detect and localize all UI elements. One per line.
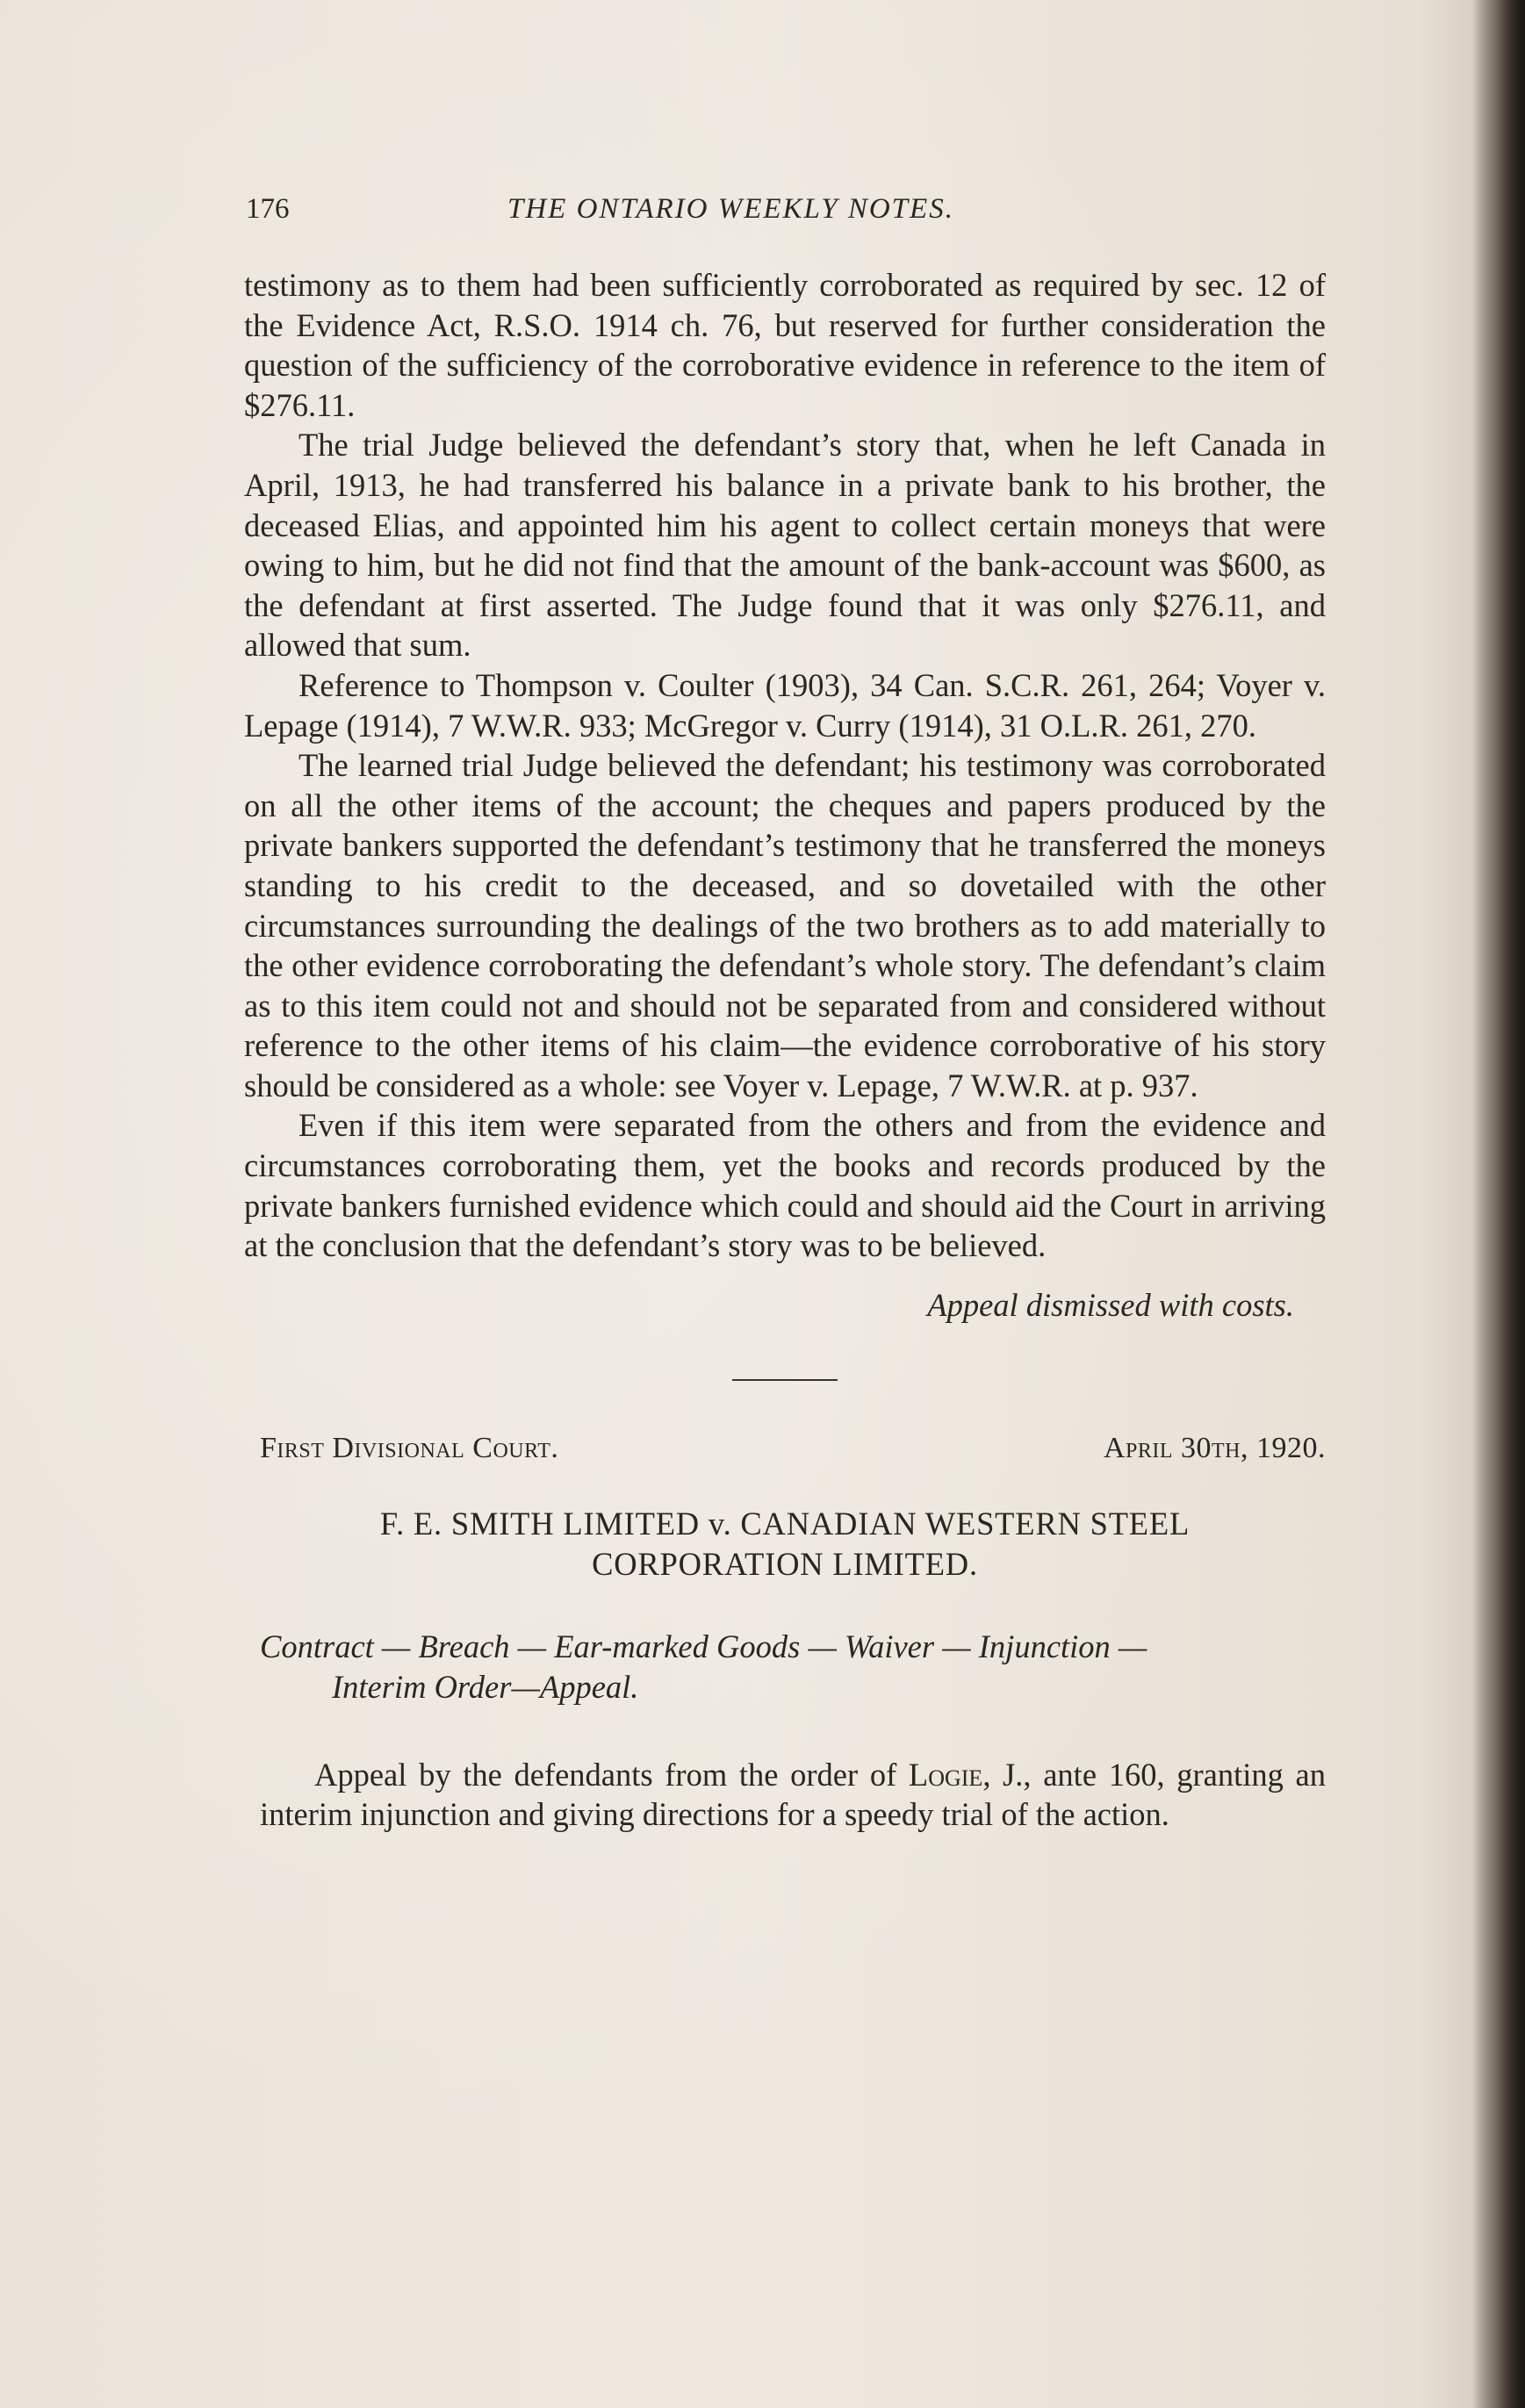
case-title-line-1: F. E. SMITH LIMITED v. CANADIAN WESTERN STEEL [379,1506,1191,1542]
paragraph-references: Reference to Thompson v. Coulter (1903), 34 Can. S.C.R. 261, 264; Voyer v. Lepage (1914), 7 W.W.R. 933; McGregor v. Curry (1914), 31 O.L.R. 261, 270. [244,666,1326,744]
court-date: April 30th, 1920. [1103,1432,1326,1465]
binding-gutter-shadow [1472,0,1525,2408]
section-divider [732,1379,838,1381]
appeal-text-before-judge: Appeal by the defendants from the order of [314,1756,897,1793]
disposition: Appeal dismissed with costs. [927,1286,1294,1323]
paragraph-even-if: Even if this item were separated from the others and from the evidence and circumstances corroborating them, yet the books and records produced by the private bankers furnished evidence which could and should aid the Court in arriving at the conclusion that the defendant’s story was to be believed. [244,1107,1326,1264]
headnote-line-2: Interim Order—Appeal. [332,1669,639,1706]
court-line [244,1432,1326,1474]
case-title-line-2: CORPORATION LIMITED. [592,1546,978,1583]
headnote [244,1627,1326,1707]
appeal-paragraph [244,1755,1326,1835]
judge-name: Logie [908,1756,983,1793]
page-number: 176 [246,193,290,225]
running-head [244,193,1326,235]
appeal-text-after-judge: , J., ante 160, granting an interim injunction and giving directions for a speedy trial of the action. [260,1756,1326,1833]
paragraph-trial-judge: The trial Judge believed the defendant’s story that, when he left Canada in April, 1913, he had transferred his balance in a private bank to his brother, the deceased Elias, and appointed him his agent to collect certain moneys that were owing to him, but he did not find that the amount of the bank-account was $600, as the defendant at first asserted. The Judge found that it was only $276.11, and allowed that sum. [244,427,1326,664]
paragraph-learned-judge: The learned trial Judge believed the defendant; his testimony was corroborated on all the other items of the account; the cheques and papers produced by the private bankers supported the defendant’s testimony that he transferred the moneys standing to his credit to the deceased, and so dovetailed with the other circumstances surrounding the dealings of the two brothers as to add materially to the other evidence corroborating the defendant’s whole story. The defendant’s claim as to this item could not and should not be separated from and considered without reference to the other items of his claim—the evidence corroborative of his story should be considered as a whole: see Voyer v. Lepage, 7 W.W.R. at p. 937. [244,747,1326,1103]
court-name: First Divisional Court. [260,1432,559,1465]
headnote-line-1: Contract — Breach — Ear-marked Goods — Waiver — Injunction — [260,1628,1147,1665]
case-title [244,1504,1326,1585]
page-content [244,193,1326,1866]
journal-title: THE ONTARIO WEEKLY NOTES. [507,193,954,225]
paragraph-continuation: testimony as to them had been sufficiently corroborated as required by sec. 12 of the Evidence Act, R.S.O. 1914 ch. 76, but reserved for further consideration the question of the sufficiency of the corroborative evidence in reference to the item of $276.11. [244,267,1326,423]
